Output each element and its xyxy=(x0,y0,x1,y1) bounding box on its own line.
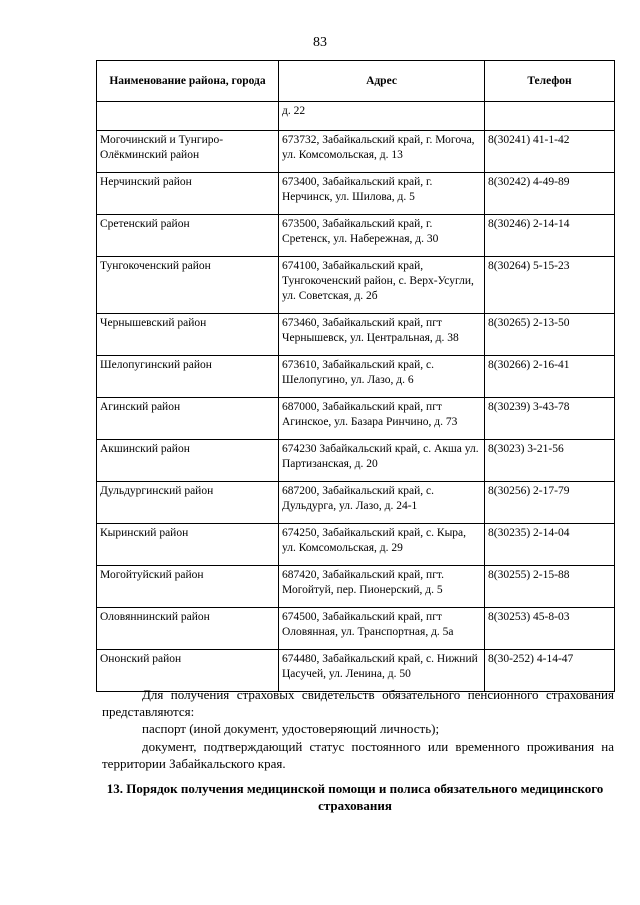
cell-address: 674230 Забайкальский край, с. Акша ул. Партизанская, д. 20 xyxy=(279,440,485,482)
header-district-name: Наименование района, города xyxy=(97,61,279,102)
table-header-row xyxy=(97,61,615,102)
cell-address: 673460, Забайкальский край, пгт Чернышевск, ул. Центральная, д. 38 xyxy=(279,314,485,356)
cell-name: Акшинский район xyxy=(97,440,279,482)
table-row xyxy=(97,524,615,566)
table-row xyxy=(97,440,615,482)
cell-name: Чернышевский район xyxy=(97,314,279,356)
cell-address: д. 22 xyxy=(279,102,485,131)
cell-name: Могочинский и Тунгиро-Олёкминский район xyxy=(97,131,279,173)
section-heading: 13. Порядок получения медицинской помощи и полиса обязательного медицинского страхования xyxy=(106,781,604,813)
cell-phone: 8(30264) 5-15-23 xyxy=(485,257,615,314)
table-row xyxy=(97,314,615,356)
table-row xyxy=(97,566,615,608)
cell-phone: 8(30246) 2-14-14 xyxy=(485,215,615,257)
table-row xyxy=(97,131,615,173)
cell-phone: 8(30266) 2-16-41 xyxy=(485,356,615,398)
cell-phone: 8(30239) 3-43-78 xyxy=(485,398,615,440)
table-row xyxy=(97,356,615,398)
cell-name: Сретенский район xyxy=(97,215,279,257)
cell-phone xyxy=(485,102,615,131)
paragraph-residence-document: документ, подтверждающий статус постоянного или временного проживания на территории Забайкальского края. xyxy=(102,739,614,771)
cell-address: 674250, Забайкальский край, с. Кыра, ул. Комсомольская, д. 29 xyxy=(279,524,485,566)
cell-phone: 8(30235) 2-14-04 xyxy=(485,524,615,566)
table-row xyxy=(97,257,615,314)
cell-address: 674480, Забайкальский край, с. Нижний Цасучей, ул. Ленина, д. 50 xyxy=(279,650,485,692)
cell-address: 687420, Забайкальский край, пгт. Могойтуй, пер. Пионерский, д. 5 xyxy=(279,566,485,608)
cell-address: 673732, Забайкальский край, г. Могоча, ул. Комсомольская, д. 13 xyxy=(279,131,485,173)
cell-address: 673500, Забайкальский край, г. Сретенск, ул. Набережная, д. 30 xyxy=(279,215,485,257)
cell-phone: 8(30241) 41-1-42 xyxy=(485,131,615,173)
cell-name: Могойтуйский район xyxy=(97,566,279,608)
table-row xyxy=(97,215,615,257)
paragraph-documents-intro: Для получения страховых свидетельств обязательного пенсионного страхования представляются: xyxy=(102,687,614,719)
header-address: Адрес xyxy=(279,61,485,102)
districts-table xyxy=(96,60,615,692)
cell-phone: 8(30255) 2-15-88 xyxy=(485,566,615,608)
table-row xyxy=(97,102,615,131)
cell-phone: 8(30242) 4-49-89 xyxy=(485,173,615,215)
cell-name: Ононский район xyxy=(97,650,279,692)
cell-name: Оловяннинский район xyxy=(97,608,279,650)
cell-phone: 8(3023) 3-21-56 xyxy=(485,440,615,482)
cell-name: Нерчинский район xyxy=(97,173,279,215)
paragraph-passport: паспорт (иной документ, удостоверяющий личность); xyxy=(142,721,440,736)
page-number: 83 xyxy=(313,35,327,50)
cell-address: 673400, Забайкальский край, г. Нерчинск, ул. Шилова, д. 5 xyxy=(279,173,485,215)
cell-phone: 8(30253) 45-8-03 xyxy=(485,608,615,650)
cell-address: 687000, Забайкальский край, пгт Агинское, ул. Базара Ринчино, д. 73 xyxy=(279,398,485,440)
cell-phone: 8(30256) 2-17-79 xyxy=(485,482,615,524)
cell-phone: 8(30-252) 4-14-47 xyxy=(485,650,615,692)
cell-name: Агинский район xyxy=(97,398,279,440)
table-row xyxy=(97,608,615,650)
table-row xyxy=(97,398,615,440)
cell-address: 687200, Забайкальский край, с. Дульдурга, ул. Лазо, д. 24-1 xyxy=(279,482,485,524)
cell-name: Шелопугинский район xyxy=(97,356,279,398)
cell-name xyxy=(97,102,279,131)
table-row xyxy=(97,482,615,524)
table-row xyxy=(97,173,615,215)
cell-phone: 8(30265) 2-13-50 xyxy=(485,314,615,356)
cell-address: 674500, Забайкальский край, пгт Оловянная, ул. Транспортная, д. 5а xyxy=(279,608,485,650)
cell-address: 674100, Забайкальский край, Тунгокоченский район, с. Верх-Усугли, ул. Советская, д. 2б xyxy=(279,257,485,314)
cell-name: Дульдургинский район xyxy=(97,482,279,524)
header-phone: Телефон xyxy=(485,61,615,102)
cell-address: 673610, Забайкальский край, с. Шелопугино, ул. Лазо, д. 6 xyxy=(279,356,485,398)
cell-name: Кыринский район xyxy=(97,524,279,566)
cell-name: Тунгокоченский район xyxy=(97,257,279,314)
